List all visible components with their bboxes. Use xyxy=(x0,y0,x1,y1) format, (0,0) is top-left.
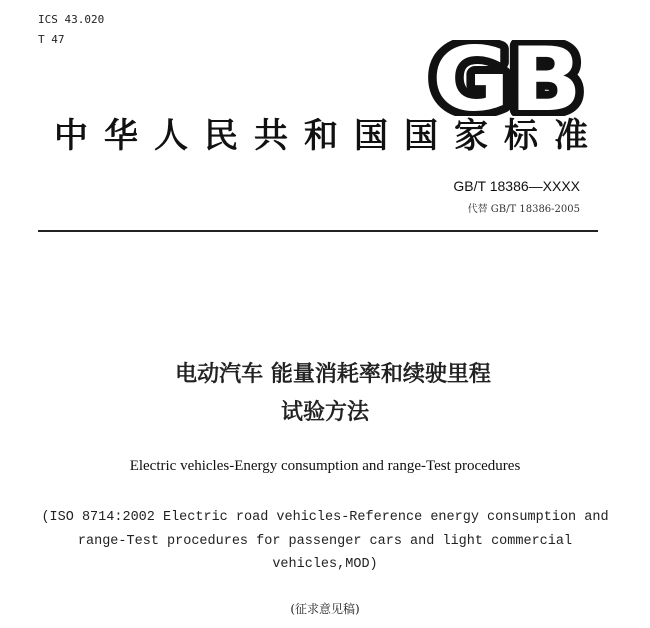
ics-code: ICS 43.020 xyxy=(38,13,105,26)
replaces-standard: 代替 GB/T 18386-2005 xyxy=(467,204,580,215)
gb-logo-text: GB xyxy=(432,40,582,116)
classification-code: T 47 xyxy=(38,33,65,46)
english-title: Electric vehicles-Energy consumption and range-Test procedures xyxy=(129,458,521,474)
national-standard-title: 中华人民共和国国家标准 xyxy=(54,116,604,156)
chinese-title-line2: 试验方法 xyxy=(280,400,369,425)
header-divider xyxy=(38,230,598,232)
iso-reference-line2: range-Test procedures for passenger cars and light commercial xyxy=(77,534,573,549)
gb-logo xyxy=(428,40,586,116)
iso-reference-line3: vehicles,MOD) xyxy=(272,557,378,572)
standard-number: GB/T 18386—XXXX xyxy=(453,178,580,194)
iso-reference-line1: (ISO 8714:2002 Electric road vehicles-Reference energy consumption and xyxy=(41,510,609,525)
chinese-title-line1: 电动汽车 能量消耗率和续驶里程 xyxy=(175,362,491,387)
draft-status: (征求意见稿) xyxy=(290,602,360,616)
